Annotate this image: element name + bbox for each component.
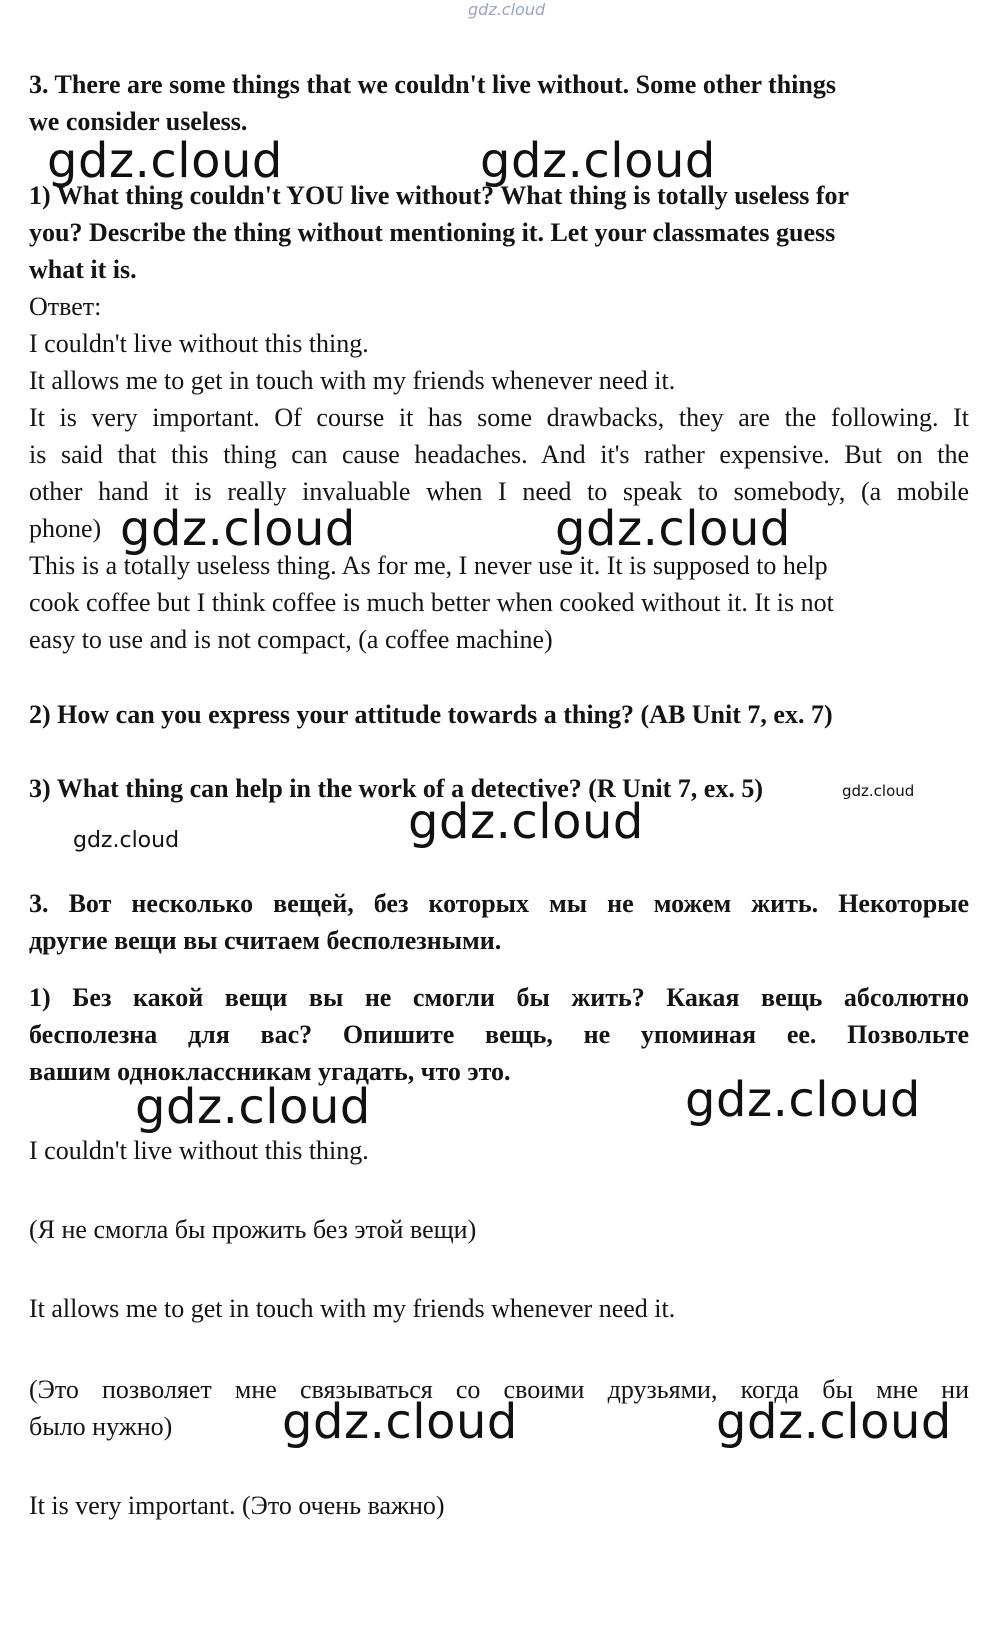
translation-3: It is very important. (Это очень важно) [29, 1491, 445, 1520]
watermark: gdz.cloud [135, 1079, 371, 1135]
question-1-line-2: you? Describe the thing without mentioning it. Let your classmates guess [29, 218, 836, 247]
watermark: gdz.cloud [120, 501, 356, 557]
answer-paragraph-4-line-3: easy to use and is not compact, (a coffee machine) [29, 625, 553, 654]
translation-1-russian: (Я не смогла бы прожить без этой вещи) [29, 1215, 477, 1244]
watermark: gdz.cloud [282, 1394, 518, 1450]
question-1-line-1: 1) What thing couldn't YOU live without? What thing is totally useless for [29, 181, 850, 210]
watermark: gdz.cloud [408, 794, 644, 850]
translation-1-english: I couldn't live without this thing. [29, 1136, 369, 1165]
watermark: gdz.cloud [555, 501, 791, 557]
task-title-line-2: we consider useless. [29, 107, 248, 136]
watermark: gdz.cloud [47, 133, 283, 189]
answer-sentence-2: It allows me to get in touch with my friends whenever need it. [29, 366, 676, 395]
watermark: gdz.cloud [685, 1072, 921, 1128]
watermark-top: gdz.cloud [468, 0, 546, 19]
question-2: 2) How can you express your attitude towards a thing? (AB Unit 7, ex. 7) [29, 700, 833, 729]
answer-label: Ответ: [29, 292, 102, 321]
task-title-line-1: 3. There are some things that we couldn't live without. Some other things [29, 70, 836, 99]
watermark: gdz.cloud [716, 1394, 952, 1450]
translation-2-english: It allows me to get in touch with my friends whenever need it. [29, 1294, 676, 1323]
ru-question-1-line-1: 1) Без какой вещи вы не смогли бы жить? Какая вещь абсолютно [29, 983, 969, 1012]
ru-question-1-line-2: бесполезна для вас? Опишите вещь, не упоминая ее. Позвольте [29, 1020, 969, 1049]
watermark: gdz.cloud [842, 782, 915, 800]
answer-paragraph-4-line-1: This is a totally useless thing. As for me, I never use it. It is supposed to help [29, 551, 828, 580]
watermark: gdz.cloud [73, 828, 180, 853]
answer-paragraph-3-line-3: other hand it is really invaluable when I need to speak to somebody, (a mobile [29, 477, 969, 506]
answer-sentence-1: I couldn't live without this thing. [29, 329, 369, 358]
question-1-line-3: what it is. [29, 255, 137, 284]
watermark: gdz.cloud [480, 133, 716, 189]
ru-question-1-line-3: вашим одноклассникам угадать, что это. [29, 1057, 511, 1086]
ru-task-title-line-2: другие вещи вы считаем бесполезными. [29, 926, 502, 955]
answer-paragraph-3-line-2: is said that this thing can cause headaches. And it's rather expensive. But on the [29, 440, 969, 469]
ru-task-title-line-1: 3. Вот несколько вещей, без которых мы не можем жить. Некоторые [29, 889, 969, 918]
question-3: 3) What thing can help in the work of a detective? (R Unit 7, ex. 5) [29, 774, 763, 803]
answer-paragraph-4-line-2: cook coffee but I think coffee is much better when cooked without it. It is not [29, 588, 834, 617]
answer-paragraph-3-line-1: It is very important. Of course it has some drawbacks, they are the following. It [29, 403, 969, 432]
translation-2-russian-line-2: было нужно) [29, 1412, 173, 1441]
translation-2-russian-line-1: (Это позволяет мне связываться со своими друзьями, когда бы мне ни [29, 1375, 969, 1404]
answer-paragraph-3-line-4: phone) [29, 514, 102, 543]
